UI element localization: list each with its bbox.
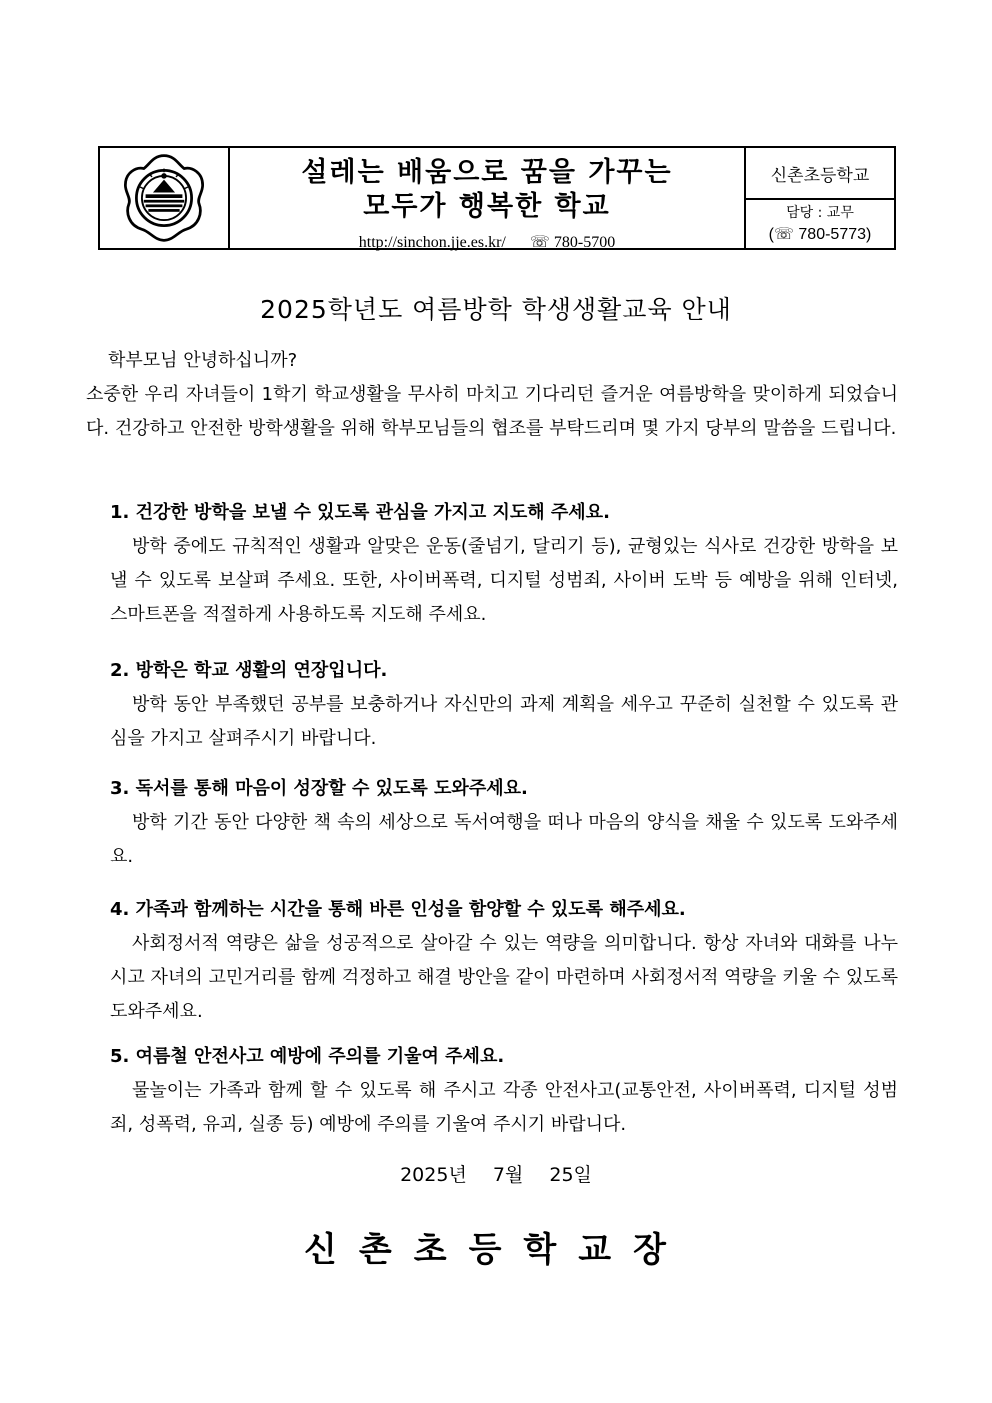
manager-info (746, 200, 894, 248)
section-heading: 3. 독서를 통해 마음이 성장할 수 있도록 도와주세요. (110, 778, 528, 799)
section-heading: 4. 가족과 함께하는 시간을 통해 바른 인성을 함양할 수 있도록 해주세요. (110, 899, 686, 920)
school-phone: ☏ 780-5700 (529, 234, 616, 251)
school-name: 신촌초등학교 (746, 148, 894, 200)
slogan-line-1: 설레는 배움으로 꿈을 가꾸는 (301, 157, 673, 188)
section-text: 방학 중에도 규칙적인 생활과 알맞은 운동(줄넘기, 달리기 등), 균형있는 식사로 건강한 방학을 보낼 수 있도록 보살펴 주세요. 또한, 사이버폭력, 디지털 성범죄, 사이버 도박 등 예방을 위해 인터넷, 스마트폰을 적절하게 사용하도록 지도해 주세요. (110, 536, 898, 625)
intro-paragraph: 소중한 우리 자녀들이 1학기 학교생활을 무사히 마치고 기다리던 즐거운 여름방학을 맞이하게 되었습니다. 건강하고 안전한 방학생활을 위해 학부모님들의 협조를 부탁드리며 몇 가지 당부의 말씀을 드립니다. (86, 384, 898, 439)
section-heading: 5. 여름철 안전사고 예방에 주의를 기울여 주세요. (110, 1046, 505, 1067)
school-emblem-icon (118, 152, 210, 244)
section-heading: 1. 건강한 방학을 보낼 수 있도록 관심을 가지고 지도해 주세요. (110, 502, 610, 523)
section-text: 물놀이는 가족과 함께 할 수 있도록 해 주시고 각종 안전사고(교통안전, 사이버폭력, 디지털 성범죄, 성폭력, 유괴, 실종 등) 예방에 주의를 기울여 주시기 바랍니다. (110, 1080, 898, 1135)
document-title: 2025학년도 여름방학 학생생활교육 안내 (260, 295, 732, 324)
school-emblem-cell (100, 148, 230, 248)
school-info-cell (746, 148, 894, 248)
section-5 (110, 1040, 898, 1142)
date-day: 25일 (549, 1164, 592, 1186)
section-2 (110, 654, 898, 756)
principal-signature: 신촌초등학교장 (304, 1230, 688, 1270)
section-text: 방학 기간 동안 다양한 책 속의 세상으로 독서여행을 떠나 마음의 양식을 채울 수 있도록 도와주세요. (110, 812, 898, 867)
date-year: 2025년 (400, 1164, 467, 1186)
slogan-cell (230, 148, 746, 251)
manager-dept: 담당 : 교무 (786, 205, 854, 221)
contact-line (359, 232, 615, 252)
section-4 (110, 893, 898, 1029)
document-date (0, 1160, 992, 1187)
section-text: 사회정서적 역량은 삶을 성공적으로 살아갈 수 있는 역량을 의미합니다. 항상 자녀와 대화를 나누시고 자녀의 고민거리를 함께 걱정하고 해결 방안을 같이 마련하며 사회정서적 역량을 키울 수 있도록 도와주세요. (110, 933, 898, 1022)
section-text: 방학 동안 부족했던 공부를 보충하거나 자신만의 과제 계획을 세우고 꾸준히 실천할 수 있도록 관심을 가지고 살펴주시기 바랍니다. (110, 694, 898, 749)
greeting: 학부모님 안녕하십니까? (108, 350, 298, 371)
school-url-link[interactable]: http://sinchon.jje.es.kr/ (358, 234, 506, 251)
manager-phone: (☏ 780-5773) (768, 226, 872, 243)
slogan-line-2: 모두가 행복한 학교 (363, 191, 611, 222)
letterhead (98, 146, 896, 250)
section-3 (110, 772, 898, 874)
date-month: 7월 (492, 1164, 524, 1186)
section-heading: 2. 방학은 학교 생활의 연장입니다. (110, 660, 388, 681)
section-1 (110, 496, 898, 632)
